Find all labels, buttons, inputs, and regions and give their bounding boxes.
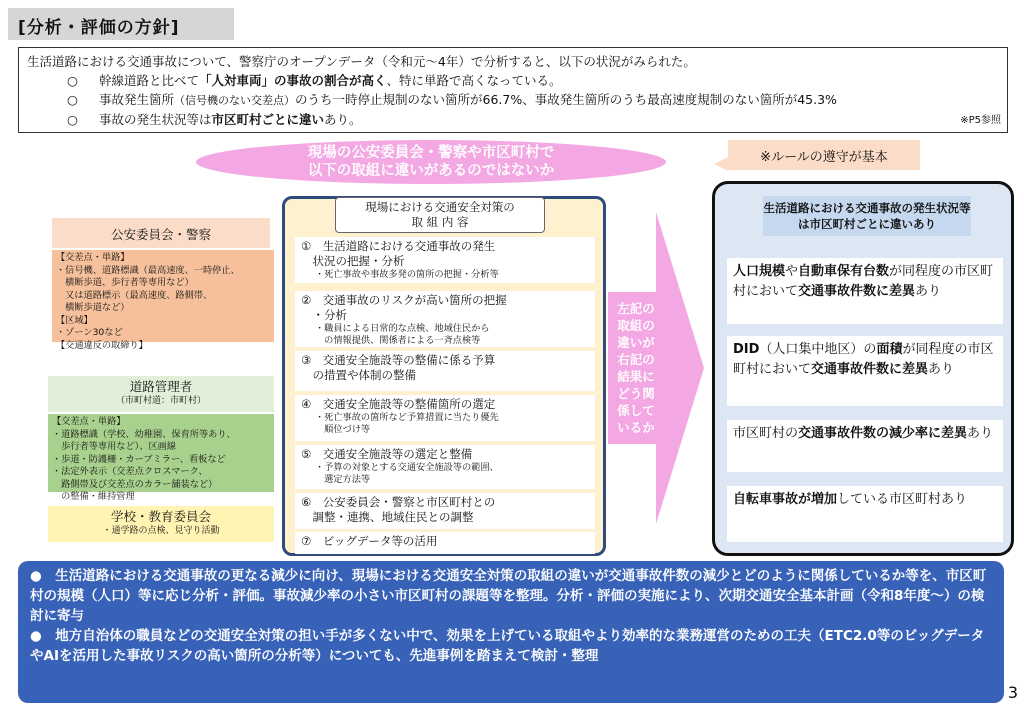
rule-callout: ※ルールの遵守が基本 bbox=[728, 140, 920, 170]
measure-item bbox=[295, 291, 595, 347]
measure-title: ③ 交通安全施設等の整備に係る予算 の措置や体制の整備 bbox=[301, 353, 496, 382]
measure-item bbox=[295, 395, 595, 441]
arrow-caption-line: 結果に bbox=[617, 369, 655, 384]
police-detail-line: 【交通違反の取締り】 bbox=[56, 339, 148, 351]
result-fact: DID（人口集中地区）の面積が同程度の市区町村において交通事故件数に差異あり bbox=[727, 336, 1003, 406]
summary-intro: 生活道路における交通事故について、警察庁のオープンデータ（令和元～4年）で分析すると、以下の状況がみられた。 bbox=[27, 54, 696, 69]
road-detail-line: の整備・維持管理 bbox=[52, 491, 135, 502]
arrow-caption-line: 係して bbox=[617, 403, 655, 418]
measure-item bbox=[295, 493, 595, 529]
arrow-caption-line: どう関 bbox=[617, 386, 655, 401]
results-panel bbox=[712, 181, 1014, 556]
road-admin-details bbox=[48, 414, 274, 502]
bullet-icon: ● bbox=[30, 628, 42, 644]
police-detail-line: 【交差点・単路】 bbox=[56, 252, 130, 263]
police-heading: 公安委員会・警察 bbox=[52, 218, 270, 248]
arrow-caption-line: いるか bbox=[617, 420, 655, 435]
measures-heading: 現場における交通安全対策の 取 組 内 容 bbox=[335, 197, 545, 233]
road-detail-line: 歩行者等専用など）、区画線 bbox=[52, 441, 177, 452]
circle-bullet-icon: ○ bbox=[67, 73, 78, 88]
measure-detail: ・予算の対象とする交通安全施設等の範囲、 選定方法等 bbox=[315, 462, 499, 485]
measure-title: ① 生活道路における交通事故の発生 状況の把握・分析 bbox=[301, 239, 496, 268]
road-admin-heading: 道路管理者 （市町村道：市町村） bbox=[48, 376, 274, 412]
summary-box bbox=[18, 47, 1008, 133]
bullet-icon: ● bbox=[30, 568, 42, 584]
result-fact: 自転車事故が増加している市区町村あり bbox=[727, 486, 1003, 542]
road-detail-line: ・歩道・防護柵・カーブミラー、看板など bbox=[52, 453, 226, 465]
result-fact: 市区町村の交通事故件数の減少率に差異あり bbox=[727, 420, 1003, 472]
arrow-caption-line: 取組の bbox=[617, 318, 655, 333]
police-detail-line: 横断歩道など） bbox=[56, 302, 130, 313]
callout-pointer bbox=[714, 157, 728, 171]
arrow-caption-line: 右記の bbox=[617, 352, 655, 367]
road-detail-line: 路側帯及び交差点のカラー舗装など） bbox=[52, 478, 218, 490]
police-detail-line: 又は道路標示（最高速度、路側帯、 bbox=[56, 289, 213, 301]
police-details bbox=[52, 250, 274, 351]
road-detail-line: ・道路標識（学校、幼稚園、保育所等あり、 bbox=[52, 428, 236, 440]
arrow-caption bbox=[616, 300, 656, 436]
measure-title: ④ 交通安全施設等の整備箇所の選定 bbox=[301, 397, 496, 411]
measure-detail: ・死亡事故や事故多発の箇所の把握・分析等 bbox=[315, 269, 499, 280]
measure-title: ⑥ 公安委員会・警察と市区町村との 調整・連携、地域住民との調整 bbox=[301, 495, 496, 524]
police-detail-line: ・信号機、道路標識（最高速度、一時停止、 bbox=[56, 264, 240, 276]
summary-item: ○ 事故発生箇所（信号機のない交差点）のうち一時停止規制のない箇所が66.7%、事故発生箇所のうち最高速度規制のない箇所が45.3% bbox=[67, 92, 837, 107]
measure-title: ② 交通事故のリスクが高い箇所の把握 ・分析 bbox=[301, 293, 507, 322]
measure-title: ⑤ 交通安全施設等の選定と整備 bbox=[301, 447, 473, 461]
circle-bullet-icon: ○ bbox=[67, 92, 78, 107]
circle-bullet-icon: ○ bbox=[67, 112, 78, 127]
measure-detail: ・死亡事故の箇所など予算措置に当たり優先 順位づけ等 bbox=[315, 412, 499, 435]
page-number: 3 bbox=[1007, 683, 1018, 702]
police-detail-line: 横断歩道、歩行者等専用など） bbox=[56, 277, 194, 288]
measure-detail: ・職員による日常的な点検、地域住民から の情報提供、関係者による一斉点検等 bbox=[315, 323, 490, 346]
measure-item bbox=[295, 445, 595, 489]
road-detail-line: 【交差点・単路】 bbox=[52, 416, 126, 427]
road-detail-line: ・法定外表示（交差点クロスマーク、 bbox=[52, 466, 208, 477]
measure-item bbox=[295, 532, 595, 554]
school-heading: 学校・教育委員会 ・通学路の点検、見守り活動 bbox=[48, 506, 274, 542]
hypothesis-oval: 現場の公安委員会・警察や市区町村で 以下の取組に違いがあるのではないか bbox=[196, 140, 666, 184]
results-heading: 生活道路における交通事故の発生状況等は市区町村ごとに違いあり bbox=[763, 196, 971, 236]
measure-item bbox=[295, 237, 595, 283]
result-fact: 人口規模や自動車保有台数が同程度の市区町村において交通事故件数に差異あり bbox=[727, 258, 1003, 324]
page-title: [分析・評価の方針] bbox=[8, 8, 234, 40]
police-detail-line: ・ゾーン30など bbox=[56, 327, 123, 338]
arrow-caption-line: 違いが bbox=[617, 335, 655, 350]
police-detail-line: 【区域】 bbox=[56, 314, 93, 326]
policy-panel bbox=[18, 561, 1004, 703]
measure-title: ⑦ ビッグデータ等の活用 bbox=[301, 534, 438, 548]
measure-item bbox=[295, 351, 595, 391]
arrow-caption-line: 左記の bbox=[617, 301, 655, 316]
policy-item: ● 生活道路における交通事故の更なる減少に向け、現場における交通安全対策の取組の違いが交通事故件数の減少とどのように関係しているか等を、市区町村の規模（人口）等に応じ分析・評価。事故減少率の小さい市区町村の課題等を整理。分析・評価の実施により、次期交通安全基本計画（令和8年度～）の検討に寄与 bbox=[30, 568, 987, 624]
summary-item: ○ 幹線道路と比べて「人対車両」の事故の割合が高く、特に単路で高くなっている。 bbox=[67, 73, 562, 88]
measures-panel bbox=[282, 196, 606, 556]
reference-note: ※P5参照 bbox=[960, 115, 1001, 126]
policy-item: ● 地方自治体の職員などの交通安全対策の担い手が多くない中で、効果を上げている取組やより効率的な業務運営のための工夫（ETC2.0等のビッグデータやAIを活用した事故リスクの高い箇所の分析等）についても、先進事例を踏まえて検討・整理 bbox=[30, 628, 985, 664]
summary-item: ○ 事故の発生状況等は市区町村ごとに違いあり。 bbox=[67, 112, 362, 127]
